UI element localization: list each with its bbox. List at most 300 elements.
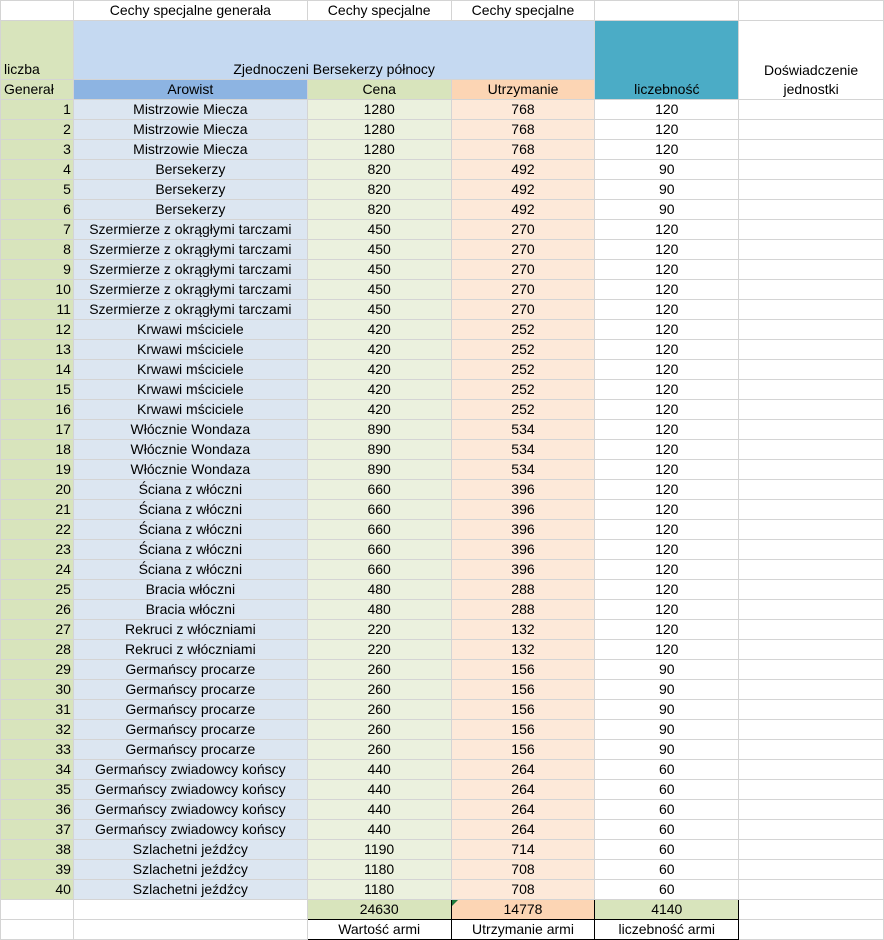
unit-name[interactable]: Ściana z włóczni — [73, 480, 307, 500]
table-row — [1, 820, 884, 840]
unit-doswiadczenie[interactable] — [739, 320, 884, 340]
table-row — [1, 640, 884, 660]
row-number[interactable]: 11 — [1, 300, 74, 320]
unit-doswiadczenie[interactable] — [739, 860, 884, 880]
unit-cena[interactable]: 440 — [307, 800, 451, 820]
empty-cell[interactable] — [739, 900, 884, 920]
row-number[interactable]: 18 — [1, 440, 74, 460]
unit-doswiadczenie[interactable] — [739, 840, 884, 860]
unit-licznosc[interactable]: 120 — [595, 440, 739, 460]
unit-name[interactable]: Germańscy procarze — [73, 720, 307, 740]
totals-row — [1, 900, 884, 920]
unit-licznosc[interactable]: 120 — [595, 300, 739, 320]
table-row — [1, 880, 884, 900]
unit-cena[interactable]: 1280 — [307, 140, 451, 160]
table-row — [1, 500, 884, 520]
unit-licznosc[interactable]: 120 — [595, 380, 739, 400]
empty-cell[interactable] — [73, 900, 307, 920]
unit-utrzymanie[interactable]: 288 — [451, 580, 595, 600]
unit-utrzymanie[interactable]: 708 — [451, 860, 595, 880]
unit-utrzymanie[interactable]: 132 — [451, 640, 595, 660]
unit-cena[interactable]: 450 — [307, 260, 451, 280]
table-row — [1, 460, 884, 480]
total-cena[interactable]: 24630 — [307, 900, 451, 920]
table-row — [1, 420, 884, 440]
unit-cena[interactable]: 220 — [307, 620, 451, 640]
row-number[interactable]: 25 — [1, 580, 74, 600]
unit-cena[interactable]: 440 — [307, 780, 451, 800]
unit-licznosc[interactable]: 60 — [595, 820, 739, 840]
row-number[interactable]: 40 — [1, 880, 74, 900]
unit-cena[interactable]: 1190 — [307, 840, 451, 860]
unit-licznosc[interactable]: 120 — [595, 400, 739, 420]
unit-cena[interactable]: 420 — [307, 380, 451, 400]
unit-cena[interactable]: 420 — [307, 340, 451, 360]
unit-utrzymanie[interactable]: 270 — [451, 220, 595, 240]
empty-cell[interactable] — [1, 920, 74, 940]
unit-name[interactable]: Ściana z włóczni — [73, 540, 307, 560]
footer-row — [1, 920, 884, 940]
table-row — [1, 100, 884, 120]
unit-doswiadczenie[interactable] — [739, 540, 884, 560]
unit-licznosc[interactable]: 120 — [595, 560, 739, 580]
table-row — [1, 400, 884, 420]
unit-licznosc[interactable]: 90 — [595, 700, 739, 720]
table-row — [1, 660, 884, 680]
row-number[interactable]: 21 — [1, 500, 74, 520]
row-number[interactable]: 23 — [1, 540, 74, 560]
table-row — [1, 780, 884, 800]
header-doswiadczenie-line1: Doświadczenie — [764, 62, 859, 78]
table-row — [1, 700, 884, 720]
unit-name[interactable]: Bersekerzy — [73, 160, 307, 180]
row-number[interactable]: 2 — [1, 120, 74, 140]
unit-doswiadczenie[interactable] — [739, 180, 884, 200]
unit-utrzymanie[interactable]: 264 — [451, 760, 595, 780]
unit-name[interactable]: Bracia włóczni — [73, 580, 307, 600]
unit-utrzymanie[interactable]: 270 — [451, 280, 595, 300]
unit-doswiadczenie[interactable] — [739, 140, 884, 160]
header-general[interactable]: Generał — [1, 80, 74, 100]
unit-cena[interactable]: 260 — [307, 700, 451, 720]
unit-licznosc[interactable]: 120 — [595, 620, 739, 640]
unit-doswiadczenie[interactable] — [739, 520, 884, 540]
row-number[interactable]: 31 — [1, 700, 74, 720]
unit-name[interactable]: Włócznie Wondaza — [73, 460, 307, 480]
unit-licznosc[interactable]: 60 — [595, 860, 739, 880]
unit-doswiadczenie[interactable] — [739, 880, 884, 900]
unit-name[interactable]: Germańscy zwiadowcy końscy — [73, 800, 307, 820]
unit-name[interactable]: Krwawi mściciele — [73, 400, 307, 420]
unit-cena[interactable]: 660 — [307, 540, 451, 560]
unit-utrzymanie[interactable]: 156 — [451, 700, 595, 720]
unit-utrzymanie[interactable]: 252 — [451, 380, 595, 400]
unit-cena[interactable]: 420 — [307, 320, 451, 340]
unit-name[interactable]: Germańscy zwiadowcy końscy — [73, 760, 307, 780]
unit-doswiadczenie[interactable] — [739, 440, 884, 460]
unit-utrzymanie[interactable]: 534 — [451, 420, 595, 440]
unit-doswiadczenie[interactable] — [739, 580, 884, 600]
row-number[interactable]: 5 — [1, 180, 74, 200]
unit-cena[interactable]: 450 — [307, 240, 451, 260]
unit-name[interactable]: Germańscy procarze — [73, 660, 307, 680]
unit-cena[interactable]: 890 — [307, 420, 451, 440]
header-doswiadczenie[interactable] — [739, 21, 884, 100]
unit-cena[interactable]: 480 — [307, 600, 451, 620]
unit-name[interactable]: Rekruci z włóczniami — [73, 620, 307, 640]
table-row — [1, 380, 884, 400]
unit-utrzymanie[interactable]: 264 — [451, 780, 595, 800]
unit-name[interactable]: Germańscy zwiadowcy końscy — [73, 780, 307, 800]
unit-licznosc[interactable]: 120 — [595, 420, 739, 440]
unit-doswiadczenie[interactable] — [739, 740, 884, 760]
unit-utrzymanie[interactable]: 492 — [451, 180, 595, 200]
unit-name[interactable]: Krwawi mściciele — [73, 320, 307, 340]
row-number[interactable]: 8 — [1, 240, 74, 260]
unit-name[interactable]: Włócznie Wondaza — [73, 420, 307, 440]
table-row — [1, 240, 884, 260]
unit-name[interactable]: Germańscy zwiadowcy końscy — [73, 820, 307, 840]
row-number[interactable]: 19 — [1, 460, 74, 480]
table-row — [1, 140, 884, 160]
unit-cena[interactable]: 420 — [307, 400, 451, 420]
header-liczba[interactable]: liczba — [1, 21, 74, 80]
unit-licznosc[interactable]: 120 — [595, 580, 739, 600]
unit-cena[interactable]: 660 — [307, 560, 451, 580]
unit-utrzymanie[interactable]: 252 — [451, 340, 595, 360]
unit-name[interactable]: Szlachetni jeźdźcy — [73, 840, 307, 860]
unit-licznosc[interactable]: 120 — [595, 220, 739, 240]
unit-doswiadczenie[interactable] — [739, 260, 884, 280]
unit-cena[interactable]: 260 — [307, 740, 451, 760]
unit-utrzymanie[interactable]: 768 — [451, 100, 595, 120]
unit-cena[interactable]: 450 — [307, 300, 451, 320]
unit-name[interactable]: Szermierze z okrągłymi tarczami — [73, 300, 307, 320]
row-number[interactable]: 27 — [1, 620, 74, 640]
unit-cena[interactable]: 440 — [307, 820, 451, 840]
table-row — [1, 800, 884, 820]
unit-doswiadczenie[interactable] — [739, 620, 884, 640]
unit-licznosc[interactable]: 120 — [595, 340, 739, 360]
unit-cena[interactable]: 660 — [307, 480, 451, 500]
table-row — [1, 860, 884, 880]
unit-cena[interactable]: 1280 — [307, 100, 451, 120]
unit-licznosc[interactable]: 120 — [595, 240, 739, 260]
unit-name[interactable]: Szermierze z okrągłymi tarczami — [73, 280, 307, 300]
unit-cena[interactable]: 450 — [307, 220, 451, 240]
unit-cena[interactable]: 890 — [307, 440, 451, 460]
row-number[interactable]: 24 — [1, 560, 74, 580]
table-row — [1, 260, 884, 280]
row-number[interactable]: 32 — [1, 720, 74, 740]
unit-utrzymanie[interactable]: 252 — [451, 400, 595, 420]
table-row — [1, 300, 884, 320]
unit-licznosc[interactable]: 60 — [595, 780, 739, 800]
unit-utrzymanie[interactable]: 534 — [451, 440, 595, 460]
unit-licznosc[interactable]: 120 — [595, 600, 739, 620]
row-number[interactable]: 13 — [1, 340, 74, 360]
unit-doswiadczenie[interactable] — [739, 780, 884, 800]
unit-doswiadczenie[interactable] — [739, 500, 884, 520]
unit-licznosc[interactable]: 120 — [595, 500, 739, 520]
unit-utrzymanie[interactable]: 396 — [451, 520, 595, 540]
unit-utrzymanie[interactable]: 156 — [451, 660, 595, 680]
empty-cell[interactable] — [739, 1, 884, 21]
unit-name[interactable]: Szermierze z okrągłymi tarczami — [73, 240, 307, 260]
table-row — [1, 620, 884, 640]
unit-utrzymanie[interactable]: 270 — [451, 260, 595, 280]
row-number[interactable]: 29 — [1, 660, 74, 680]
row-number[interactable]: 33 — [1, 740, 74, 760]
row-number[interactable]: 28 — [1, 640, 74, 660]
unit-licznosc[interactable]: 120 — [595, 100, 739, 120]
unit-name[interactable]: Krwawi mściciele — [73, 340, 307, 360]
header-faction[interactable]: Zjednoczeni Bersekerzy północy — [73, 21, 594, 80]
unit-doswiadczenie[interactable] — [739, 700, 884, 720]
row-number[interactable]: 36 — [1, 800, 74, 820]
unit-doswiadczenie[interactable] — [739, 240, 884, 260]
row-number[interactable]: 3 — [1, 140, 74, 160]
unit-name[interactable]: Szlachetni jeźdźcy — [73, 860, 307, 880]
unit-licznosc[interactable]: 120 — [595, 460, 739, 480]
unit-utrzymanie[interactable]: 534 — [451, 460, 595, 480]
unit-utrzymanie[interactable]: 396 — [451, 500, 595, 520]
unit-doswiadczenie[interactable] — [739, 160, 884, 180]
unit-name[interactable]: Szlachetni jeźdźcy — [73, 880, 307, 900]
unit-doswiadczenie[interactable] — [739, 300, 884, 320]
unit-licznosc[interactable]: 120 — [595, 360, 739, 380]
unit-cena[interactable]: 480 — [307, 580, 451, 600]
unit-name[interactable]: Ściana z włóczni — [73, 500, 307, 520]
unit-doswiadczenie[interactable] — [739, 120, 884, 140]
row-number[interactable]: 34 — [1, 760, 74, 780]
unit-licznosc[interactable]: 120 — [595, 480, 739, 500]
unit-utrzymanie[interactable]: 252 — [451, 320, 595, 340]
unit-licznosc[interactable]: 120 — [595, 520, 739, 540]
unit-cena[interactable]: 260 — [307, 660, 451, 680]
unit-doswiadczenie[interactable] — [739, 340, 884, 360]
footer-utrzymanie-armi[interactable]: Utrzymanie armi — [451, 920, 595, 940]
unit-doswiadczenie[interactable] — [739, 720, 884, 740]
unit-utrzymanie[interactable]: 288 — [451, 600, 595, 620]
unit-doswiadczenie[interactable] — [739, 660, 884, 680]
unit-licznosc[interactable]: 120 — [595, 280, 739, 300]
unit-licznosc[interactable]: 120 — [595, 140, 739, 160]
row-number[interactable]: 22 — [1, 520, 74, 540]
unit-name[interactable]: Rekruci z włóczniami — [73, 640, 307, 660]
unit-name[interactable]: Germańscy procarze — [73, 700, 307, 720]
unit-name[interactable]: Szermierze z okrągłymi tarczami — [73, 220, 307, 240]
header-cechy-specjalne-2[interactable]: Cechy specjalne — [451, 1, 595, 21]
row-number[interactable]: 6 — [1, 200, 74, 220]
unit-doswiadczenie[interactable] — [739, 820, 884, 840]
row-number[interactable]: 39 — [1, 860, 74, 880]
unit-doswiadczenie[interactable] — [739, 800, 884, 820]
unit-licznosc[interactable]: 120 — [595, 540, 739, 560]
unit-name[interactable]: Bersekerzy — [73, 180, 307, 200]
unit-cena[interactable]: 890 — [307, 460, 451, 480]
unit-licznosc[interactable]: 90 — [595, 680, 739, 700]
unit-cena[interactable]: 450 — [307, 280, 451, 300]
unit-utrzymanie[interactable]: 270 — [451, 240, 595, 260]
unit-licznosc[interactable]: 120 — [595, 320, 739, 340]
unit-utrzymanie[interactable]: 708 — [451, 880, 595, 900]
table-row — [1, 740, 884, 760]
unit-doswiadczenie[interactable] — [739, 600, 884, 620]
unit-doswiadczenie[interactable] — [739, 380, 884, 400]
unit-cena[interactable]: 660 — [307, 520, 451, 540]
row-number[interactable]: 14 — [1, 360, 74, 380]
footer-wartosc-armi[interactable]: Wartość armi — [307, 920, 451, 940]
table-row — [1, 160, 884, 180]
footer-licznosc-armi[interactable]: liczebność armi — [595, 920, 739, 940]
row-number[interactable]: 35 — [1, 780, 74, 800]
row-number[interactable]: 26 — [1, 600, 74, 620]
table-row — [1, 360, 884, 380]
header-doswiadczenie-line2: jednostki — [783, 81, 839, 97]
row-number[interactable]: 12 — [1, 320, 74, 340]
unit-name[interactable]: Germańscy procarze — [73, 680, 307, 700]
header-licznosc[interactable]: liczebność — [595, 21, 739, 100]
empty-cell[interactable] — [739, 920, 884, 940]
table-row — [1, 480, 884, 500]
header-cechy-specjalne-1[interactable]: Cechy specjalne — [307, 1, 451, 21]
unit-name[interactable]: Szermierze z okrągłymi tarczami — [73, 260, 307, 280]
table-row — [1, 180, 884, 200]
row-number[interactable]: 17 — [1, 420, 74, 440]
unit-name[interactable]: Ściana z włóczni — [73, 520, 307, 540]
unit-cena[interactable]: 260 — [307, 720, 451, 740]
unit-cena[interactable]: 1180 — [307, 880, 451, 900]
unit-cena[interactable]: 1280 — [307, 120, 451, 140]
row-number[interactable]: 7 — [1, 220, 74, 240]
unit-doswiadczenie[interactable] — [739, 680, 884, 700]
unit-doswiadczenie[interactable] — [739, 480, 884, 500]
unit-name[interactable]: Krwawi mściciele — [73, 380, 307, 400]
unit-licznosc[interactable]: 90 — [595, 180, 739, 200]
unit-utrzymanie[interactable]: 396 — [451, 480, 595, 500]
unit-utrzymanie[interactable]: 396 — [451, 560, 595, 580]
header-cechy-generala[interactable]: Cechy specjalne generała — [73, 1, 307, 21]
unit-licznosc[interactable]: 90 — [595, 660, 739, 680]
unit-licznosc[interactable]: 90 — [595, 740, 739, 760]
unit-name[interactable]: Germańscy procarze — [73, 740, 307, 760]
unit-cena[interactable]: 1180 — [307, 860, 451, 880]
unit-licznosc[interactable]: 90 — [595, 160, 739, 180]
unit-doswiadczenie[interactable] — [739, 280, 884, 300]
table-row — [1, 280, 884, 300]
table-row — [1, 580, 884, 600]
unit-name[interactable]: Krwawi mściciele — [73, 360, 307, 380]
unit-utrzymanie[interactable]: 270 — [451, 300, 595, 320]
unit-utrzymanie[interactable]: 396 — [451, 540, 595, 560]
unit-doswiadczenie[interactable] — [739, 460, 884, 480]
unit-utrzymanie[interactable]: 156 — [451, 680, 595, 700]
unit-doswiadczenie[interactable] — [739, 200, 884, 220]
header-cena[interactable]: Cena — [307, 80, 451, 100]
row-number[interactable]: 37 — [1, 820, 74, 840]
unit-licznosc[interactable]: 120 — [595, 640, 739, 660]
unit-utrzymanie[interactable]: 768 — [451, 120, 595, 140]
row-number[interactable]: 20 — [1, 480, 74, 500]
unit-doswiadczenie[interactable] — [739, 400, 884, 420]
empty-cell[interactable] — [595, 1, 739, 21]
table-row — [1, 440, 884, 460]
unit-name[interactable]: Bersekerzy — [73, 200, 307, 220]
row-number[interactable]: 30 — [1, 680, 74, 700]
row-number[interactable]: 10 — [1, 280, 74, 300]
unit-name[interactable]: Mistrzowie Miecza — [73, 140, 307, 160]
empty-cell[interactable] — [1, 1, 74, 21]
unit-utrzymanie[interactable]: 714 — [451, 840, 595, 860]
unit-name[interactable]: Włócznie Wondaza — [73, 440, 307, 460]
unit-name[interactable]: Mistrzowie Miecza — [73, 100, 307, 120]
unit-doswiadczenie[interactable] — [739, 100, 884, 120]
unit-cena[interactable]: 820 — [307, 200, 451, 220]
header-arowist[interactable]: Arowist — [73, 80, 307, 100]
unit-cena[interactable]: 820 — [307, 160, 451, 180]
unit-utrzymanie[interactable]: 252 — [451, 360, 595, 380]
unit-cena[interactable]: 260 — [307, 680, 451, 700]
unit-utrzymanie[interactable]: 264 — [451, 820, 595, 840]
unit-doswiadczenie[interactable] — [739, 640, 884, 660]
unit-licznosc[interactable]: 60 — [595, 840, 739, 860]
unit-doswiadczenie[interactable] — [739, 560, 884, 580]
unit-doswiadczenie[interactable] — [739, 420, 884, 440]
empty-cell[interactable] — [1, 900, 74, 920]
unit-licznosc[interactable]: 120 — [595, 260, 739, 280]
unit-utrzymanie[interactable]: 156 — [451, 740, 595, 760]
unit-cena[interactable]: 440 — [307, 760, 451, 780]
row-number[interactable]: 16 — [1, 400, 74, 420]
unit-name[interactable]: Mistrzowie Miecza — [73, 120, 307, 140]
unit-utrzymanie[interactable]: 492 — [451, 160, 595, 180]
unit-licznosc[interactable]: 60 — [595, 880, 739, 900]
unit-utrzymanie[interactable]: 132 — [451, 620, 595, 640]
unit-licznosc[interactable]: 60 — [595, 800, 739, 820]
unit-utrzymanie[interactable]: 768 — [451, 140, 595, 160]
unit-cena[interactable]: 420 — [307, 360, 451, 380]
unit-doswiadczenie[interactable] — [739, 360, 884, 380]
table-row — [1, 200, 884, 220]
unit-cena[interactable]: 660 — [307, 500, 451, 520]
total-licznosc[interactable]: 4140 — [595, 900, 739, 920]
table-row — [1, 340, 884, 360]
unit-cena[interactable]: 220 — [307, 640, 451, 660]
unit-utrzymanie[interactable]: 264 — [451, 800, 595, 820]
unit-doswiadczenie[interactable] — [739, 220, 884, 240]
unit-licznosc[interactable]: 90 — [595, 200, 739, 220]
row-number[interactable]: 9 — [1, 260, 74, 280]
header-utrzymanie[interactable]: Utrzymanie — [451, 80, 595, 100]
unit-utrzymanie[interactable]: 492 — [451, 200, 595, 220]
unit-utrzymanie[interactable]: 156 — [451, 720, 595, 740]
unit-licznosc[interactable]: 60 — [595, 760, 739, 780]
unit-cena[interactable]: 820 — [307, 180, 451, 200]
row-number[interactable]: 4 — [1, 160, 74, 180]
row-number[interactable]: 15 — [1, 380, 74, 400]
row-number[interactable]: 1 — [1, 100, 74, 120]
unit-doswiadczenie[interactable] — [739, 760, 884, 780]
unit-name[interactable]: Ściana z włóczni — [73, 560, 307, 580]
empty-cell[interactable] — [73, 920, 307, 940]
unit-licznosc[interactable]: 90 — [595, 720, 739, 740]
row-number[interactable]: 38 — [1, 840, 74, 860]
unit-name[interactable]: Bracia włóczni — [73, 600, 307, 620]
total-utrzymanie[interactable]: 14778 — [451, 900, 595, 920]
table-row — [1, 760, 884, 780]
unit-licznosc[interactable]: 120 — [595, 120, 739, 140]
